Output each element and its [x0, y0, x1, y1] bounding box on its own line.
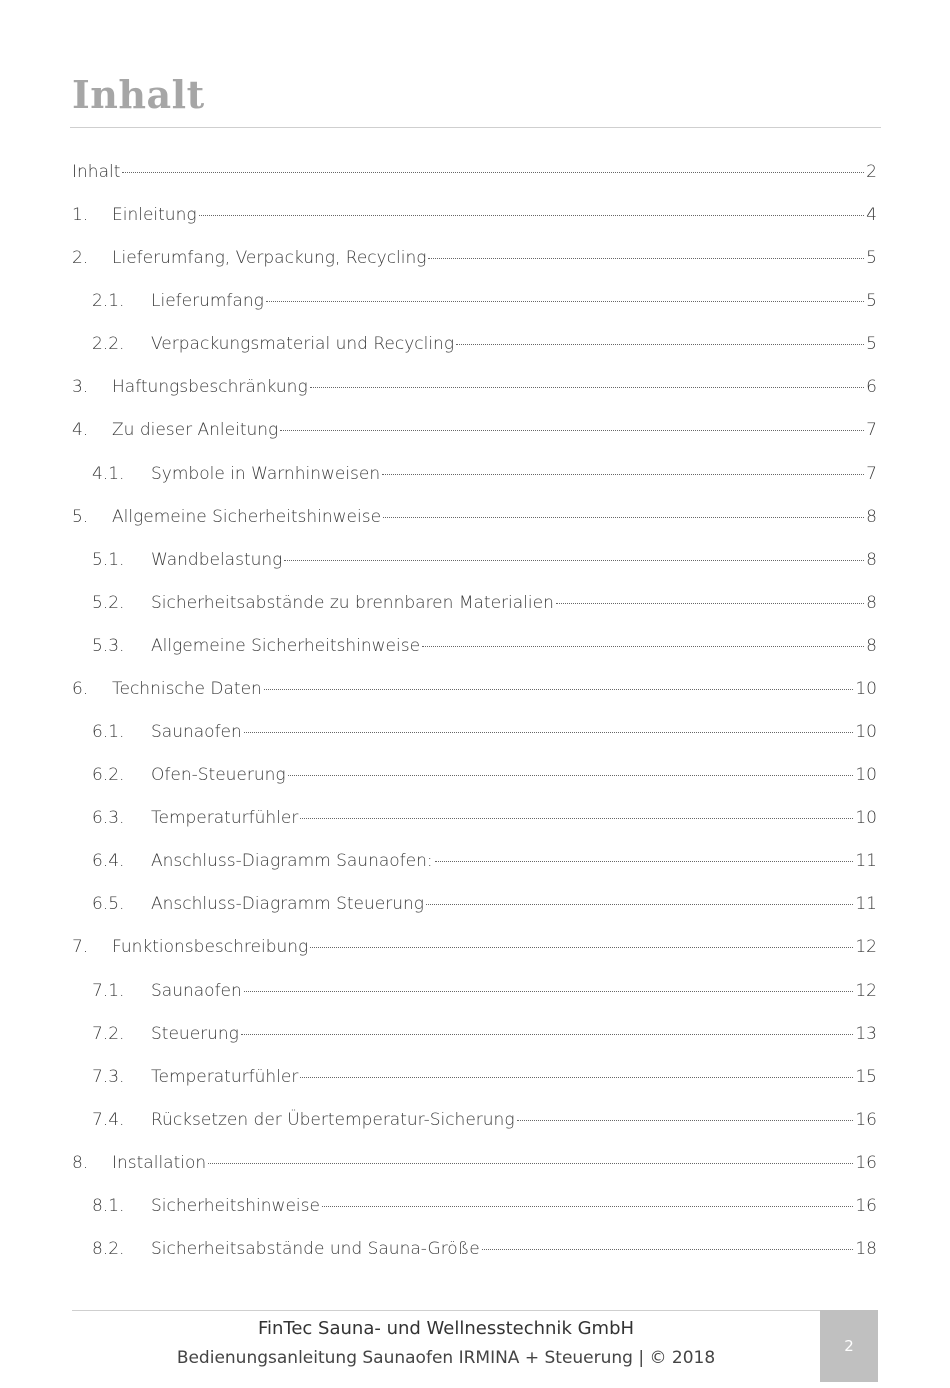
footer-document-title: Bedienungsanleitung Saunaofen IRMINA + Steuerung | © 2018 — [176, 1348, 716, 1368]
toc-entry-title: Saunaofen — [151, 981, 242, 1001]
toc-entry-number: 7.4. — [92, 1110, 125, 1130]
toc-dot-leader — [300, 1077, 853, 1078]
toc-dot-leader — [456, 344, 864, 345]
toc-entry-title: Temperaturfühler — [151, 1067, 299, 1087]
toc-dot-leader — [422, 646, 864, 647]
toc-entry-title: Anschluss-Diagramm Saunaofen: — [151, 851, 433, 871]
toc-entry[interactable] — [92, 1067, 877, 1093]
toc-entry-number: 2. — [72, 248, 89, 268]
toc-dot-leader — [322, 1206, 853, 1207]
toc-dot-leader — [264, 689, 854, 690]
toc-dot-leader — [280, 430, 864, 431]
toc-entry-number: 5.2. — [92, 593, 125, 613]
toc-entry-page: 7 — [866, 464, 877, 484]
toc-entry-title: Inhalt — [72, 162, 121, 182]
toc-dot-leader — [310, 947, 853, 948]
toc-entry-number: 7.2. — [92, 1024, 125, 1044]
toc-entry[interactable] — [92, 291, 877, 317]
toc-entry[interactable] — [92, 334, 877, 360]
toc-entry[interactable] — [92, 1110, 877, 1136]
toc-entry-number: 5.3. — [92, 636, 125, 656]
toc-entry[interactable] — [92, 981, 877, 1007]
toc-entry-title: Saunaofen — [151, 722, 242, 742]
toc-entry-page: 16 — [855, 1153, 877, 1173]
toc-entry-page: 10 — [855, 722, 877, 742]
toc-entry-page: 10 — [855, 808, 877, 828]
toc-entry-title: Symbole in Warnhinweisen — [151, 464, 381, 484]
toc-entry[interactable] — [92, 1024, 877, 1050]
toc-dot-leader — [241, 1034, 853, 1035]
toc-dot-leader — [310, 387, 865, 388]
toc-entry-title: Allgemeine Sicherheitshinweise — [112, 507, 382, 527]
toc-entry-page: 11 — [855, 894, 877, 914]
toc-entry-page: 11 — [855, 851, 877, 871]
toc-entry-title: Lieferumfang, Verpackung, Recycling — [112, 248, 427, 268]
toc-dot-leader — [428, 258, 864, 259]
toc-entry[interactable] — [92, 550, 877, 576]
toc-entry-title: Zu dieser Anleitung — [112, 420, 279, 440]
page-number: 2 — [844, 1337, 854, 1355]
toc-dot-leader — [208, 1163, 853, 1164]
toc-entry-title: Steuerung — [151, 1024, 239, 1044]
toc-entry-page: 18 — [855, 1239, 877, 1259]
heading-divider — [70, 127, 881, 128]
toc-entry-number: 7. — [72, 937, 89, 957]
toc-entry-page: 12 — [855, 937, 877, 957]
toc-entry-number: 2.2. — [92, 334, 125, 354]
toc-entry-title: Sicherheitshinweise — [151, 1196, 320, 1216]
toc-entry-number: 6. — [72, 679, 89, 699]
toc-dot-leader — [288, 775, 854, 776]
toc-entry-number: 8. — [72, 1153, 89, 1173]
toc-entry-number: 4.1. — [92, 464, 125, 484]
toc-dot-leader — [426, 904, 853, 905]
toc-entry[interactable] — [72, 1153, 877, 1179]
toc-entry-page: 13 — [855, 1024, 877, 1044]
toc-dot-leader — [244, 991, 854, 992]
toc-dot-leader — [244, 732, 854, 733]
toc-dot-leader — [556, 603, 864, 604]
toc-entry-title: Sicherheitsabstände und Sauna-Größe — [151, 1239, 480, 1259]
toc-entry[interactable] — [92, 464, 877, 490]
toc-entry-number: 2.1. — [92, 291, 125, 311]
toc-entry-title: Sicherheitsabstände zu brennbaren Materialien — [151, 593, 554, 613]
toc-entry-page: 5 — [866, 291, 877, 311]
toc-dot-leader — [382, 474, 864, 475]
toc-entry-title: Wandbelastung — [151, 550, 283, 570]
toc-entry[interactable] — [72, 377, 877, 403]
toc-entry-title: Funktionsbeschreibung — [112, 937, 309, 957]
toc-dot-leader — [266, 301, 864, 302]
toc-entry-page: 8 — [866, 593, 877, 613]
toc-entry-page: 16 — [855, 1196, 877, 1216]
toc-dot-leader — [122, 172, 864, 173]
footer-company-name: FinTec Sauna- und Wellnesstechnik GmbH — [257, 1318, 635, 1339]
toc-entry-title: Anschluss-Diagramm Steuerung — [151, 894, 424, 914]
toc-entry-number: 8.2. — [92, 1239, 125, 1259]
toc-entry[interactable] — [92, 765, 877, 791]
toc-entry-number: 6.4. — [92, 851, 125, 871]
toc-entry-page: 2 — [866, 162, 877, 182]
toc-entry-title: Installation — [112, 1153, 207, 1173]
toc-entry-title: Verpackungsmaterial und Recycling — [151, 334, 455, 354]
toc-dot-leader — [435, 861, 854, 862]
toc-entry-title: Temperaturfühler — [151, 808, 299, 828]
page-number-badge — [820, 1310, 878, 1382]
toc-entry-title: Rücksetzen der Übertemperatur-Sicherung — [151, 1110, 515, 1130]
toc-entry[interactable] — [72, 248, 877, 274]
toc-entry[interactable] — [92, 593, 877, 619]
toc-dot-leader — [517, 1120, 854, 1121]
toc-entry-title: Haftungsbeschränkung — [112, 377, 308, 397]
toc-entry-number: 3. — [72, 377, 89, 397]
toc-entry-number: 4. — [72, 420, 89, 440]
toc-entry-number: 1. — [72, 205, 89, 225]
toc-entry-page: 8 — [866, 507, 877, 527]
toc-entry-page: 16 — [855, 1110, 877, 1130]
toc-entry-page: 10 — [855, 765, 877, 785]
toc-entry-page: 8 — [866, 636, 877, 656]
toc-entry-number: 6.1. — [92, 722, 125, 742]
toc-entry-title: Technische Daten — [112, 679, 262, 699]
toc-entry-number: 7.3. — [92, 1067, 125, 1087]
toc-entry-page: 10 — [855, 679, 877, 699]
toc-entry[interactable] — [72, 507, 877, 533]
toc-entry[interactable] — [92, 894, 877, 920]
toc-dot-leader — [300, 818, 853, 819]
toc-entry[interactable] — [92, 1196, 877, 1222]
toc-entry-title: Ofen-Steuerung — [151, 765, 286, 785]
toc-entry-number: 6.2. — [92, 765, 125, 785]
toc-entry-number: 5. — [72, 507, 89, 527]
toc-entry[interactable] — [72, 205, 877, 231]
toc-entry-page: 12 — [855, 981, 877, 1001]
toc-entry-number: 6.3. — [92, 808, 125, 828]
toc-entry[interactable] — [92, 636, 877, 662]
toc-entry-title: Lieferumfang — [151, 291, 264, 311]
toc-entry-number: 8.1. — [92, 1196, 125, 1216]
toc-entry-page: 7 — [866, 420, 877, 440]
toc-entry-number: 7.1. — [92, 981, 125, 1001]
toc-entry[interactable] — [72, 162, 877, 188]
toc-entry-page: 5 — [866, 248, 877, 268]
page-title: Inhalt — [72, 72, 205, 117]
toc-entry-number: 5.1. — [92, 550, 125, 570]
toc-entry[interactable] — [72, 937, 877, 963]
toc-dot-leader — [199, 215, 865, 216]
toc-entry-page: 6 — [866, 377, 877, 397]
toc-entry-number: 6.5. — [92, 894, 125, 914]
toc-entry[interactable] — [72, 420, 877, 446]
toc-entry-page: 4 — [866, 205, 877, 225]
toc-entry[interactable] — [92, 722, 877, 748]
toc-entry[interactable] — [92, 808, 877, 834]
toc-entry-page: 15 — [855, 1067, 877, 1087]
toc-entry[interactable] — [92, 851, 877, 877]
toc-entry-title: Einleitung — [112, 205, 197, 225]
toc-entry-page: 8 — [866, 550, 877, 570]
toc-dot-leader — [284, 560, 864, 561]
footer-divider — [72, 1310, 820, 1311]
toc-entry-title: Allgemeine Sicherheitshinweise — [151, 636, 421, 656]
toc-dot-leader — [383, 517, 864, 518]
toc-entry[interactable] — [72, 679, 877, 705]
toc-entry[interactable] — [92, 1239, 877, 1265]
toc-dot-leader — [482, 1249, 854, 1250]
toc-entry-page: 5 — [866, 334, 877, 354]
